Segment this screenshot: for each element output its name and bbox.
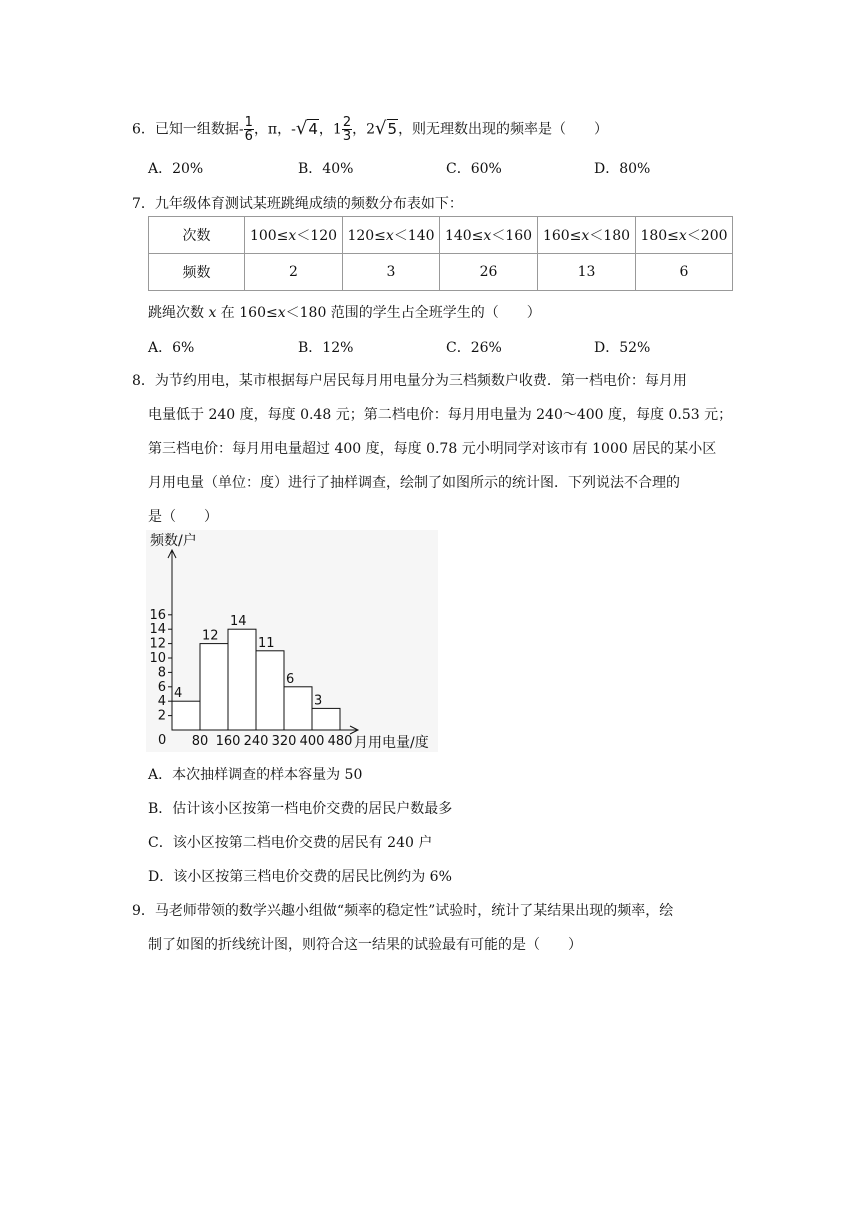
table-cell — [343, 217, 440, 254]
question-number: 8． — [132, 373, 155, 389]
range-lo: 180≤ — [640, 228, 679, 244]
y-tick-label: 10 — [149, 651, 166, 666]
y-tick-label: 12 — [149, 636, 166, 652]
histogram-bar — [200, 644, 228, 730]
x-axis-label: 月用电量/度 — [354, 735, 429, 751]
sqrt-sign: √ — [375, 117, 387, 139]
option-b[interactable]: B．12% — [298, 340, 354, 356]
histogram-bar — [228, 629, 256, 730]
option-c[interactable]: C．60% — [446, 161, 502, 177]
question-7 — [132, 193, 463, 213]
prompt-text: 在 160≤ — [216, 305, 278, 321]
y-tick-label: 16 — [149, 607, 166, 623]
minus-sign: - — [238, 121, 244, 138]
row-header: 次数 — [149, 217, 245, 254]
range-var: x — [385, 228, 394, 244]
table-cell: 26 — [440, 254, 538, 291]
bar-data-label: 3 — [314, 693, 323, 709]
range-hi: ＜120 — [296, 228, 338, 244]
y-tick-label: 14 — [149, 622, 166, 638]
bar-data-label: 12 — [202, 628, 219, 644]
question-stem-end: ，则无理数出现的频率是（ ） — [398, 121, 609, 138]
coefficient: 2 — [366, 121, 376, 138]
option-d[interactable]: D．80% — [594, 161, 651, 177]
table-cell: 3 — [343, 254, 440, 291]
separator: ， — [352, 121, 367, 138]
table-cell — [538, 217, 636, 254]
table-row — [149, 254, 733, 291]
table-cell — [636, 217, 733, 254]
histogram-bar — [256, 651, 284, 730]
range-lo: 120≤ — [347, 228, 386, 244]
sqrt-four — [296, 118, 319, 139]
sqrt-sign: √ — [295, 117, 308, 139]
bar-data-label: 14 — [230, 614, 247, 630]
y-axis-label: 频数/户 — [150, 533, 197, 549]
question-number: 6． — [132, 121, 155, 138]
question-9-line-2: 制了如图的折线统计图，则符合这一结果的试验最有可能的是（ ） — [148, 937, 582, 953]
fraction-numerator: 1 — [244, 115, 253, 130]
variable: x — [208, 305, 217, 321]
question-7-prompt — [148, 302, 541, 322]
histogram-bar — [312, 708, 340, 730]
minus-sign: - — [291, 121, 296, 138]
range-lo: 100≤ — [249, 228, 289, 244]
row-header: 频数 — [149, 254, 245, 291]
separator: ，π， — [253, 121, 292, 138]
fraction-denominator: 3 — [342, 129, 352, 144]
question-8-line-2: 电量低于 240 度，每度 0.48 元；第二档电价：每月用电量为 240～400 度，每度 0.53 元； — [148, 407, 733, 423]
table-cell — [440, 217, 538, 254]
x-tick-label: 480 — [327, 734, 353, 749]
question-number: 9． — [132, 903, 155, 919]
question-6 — [132, 116, 608, 143]
question-8-line-5: 是（ ） — [148, 509, 218, 525]
range-hi: ＜160 — [491, 228, 533, 244]
range-var: x — [483, 228, 492, 244]
electricity-histogram — [146, 530, 438, 752]
question-stem: 已知一组数据 — [154, 121, 239, 138]
x-tick-label: 320 — [271, 734, 297, 749]
option-b[interactable]: B．估计该小区按第一档电价交费的居民户数最多 — [148, 801, 453, 817]
frequency-table — [148, 216, 733, 291]
table-cell: 13 — [538, 254, 636, 291]
range-hi: ＜140 — [393, 228, 435, 244]
option-a[interactable]: A．20% — [148, 161, 204, 177]
x-tick-label: 80 — [191, 734, 209, 749]
range-hi: ＜200 — [686, 228, 728, 244]
option-c[interactable]: C．该小区按第二档电价交费的居民有 240 户 — [148, 835, 433, 851]
bar-data-label: 11 — [258, 635, 275, 651]
question-text: 马老师带领的数学兴趣小组做“频率的稳定性”试验时，统计了某结果出现的频率，绘 — [154, 903, 674, 919]
option-a[interactable]: A．本次抽样调查的样本容量为 50 — [148, 767, 363, 783]
mixed-whole: 1 — [332, 121, 342, 138]
question-text: 为节约用电，某市根据每户居民每月用电量分为三档频数户收费．第一档电价：每月用 — [154, 373, 687, 389]
option-c[interactable]: C．26% — [446, 340, 502, 356]
table-cell: 2 — [245, 254, 343, 291]
fraction-two-thirds — [342, 116, 352, 143]
histogram-bar — [284, 687, 312, 730]
prompt-text: 跳绳次数 — [148, 305, 209, 321]
sqrt-five — [375, 118, 398, 139]
histogram-bar — [172, 701, 200, 730]
table-cell: 6 — [636, 254, 733, 291]
option-a[interactable]: A．6% — [148, 340, 195, 356]
range-lo: 140≤ — [444, 228, 484, 244]
bar-data-label: 6 — [286, 671, 295, 687]
range-var: x — [288, 228, 297, 244]
question-8-line-4: 月用电量（单位：度）进行了抽样调查，绘制了如图所示的统计图．下列说法不合理的 — [148, 475, 680, 491]
range-lo: 160≤ — [542, 228, 582, 244]
radicand: 5 — [387, 119, 398, 138]
question-8-line-1 — [132, 370, 687, 390]
prompt-text: ＜180 范围的学生占全班学生的（ ） — [285, 305, 541, 321]
fraction-numerator: 2 — [342, 115, 352, 130]
question-8-line-3: 第三档电价：每月用电量超过 400 度，每度 0.78 元小明同学对该市有 1000 居民的某小区 — [148, 441, 717, 457]
table-cell — [245, 217, 343, 254]
question-number: 7． — [132, 196, 155, 212]
origin-label: 0 — [158, 733, 167, 748]
range-hi: ＜180 — [589, 228, 631, 244]
question-stem: 九年级体育测试某班跳绳成绩的频数分布表如下： — [154, 196, 463, 212]
table-row — [149, 217, 733, 254]
fraction-denominator: 6 — [244, 129, 253, 144]
y-tick-label: 4 — [157, 694, 166, 710]
option-d[interactable]: D．52% — [594, 340, 651, 356]
y-tick-label: 6 — [157, 679, 166, 695]
variable: x — [277, 305, 286, 321]
separator: ， — [318, 121, 333, 138]
y-tick-label: 8 — [157, 665, 166, 681]
range-var: x — [678, 228, 687, 244]
bar-data-label: 4 — [174, 686, 183, 702]
x-tick-label: 400 — [299, 734, 325, 749]
y-tick-label: 2 — [157, 708, 166, 724]
option-d[interactable]: D．该小区按第三档电价交费的居民比例约为 6% — [148, 869, 452, 885]
option-b[interactable]: B．40% — [298, 161, 354, 177]
fraction-one-sixth — [244, 116, 254, 143]
radicand: 4 — [308, 119, 318, 138]
range-var: x — [581, 228, 590, 244]
question-9-line-1 — [132, 900, 673, 920]
x-tick-label: 160 — [215, 734, 241, 749]
x-tick-label: 240 — [243, 734, 269, 749]
